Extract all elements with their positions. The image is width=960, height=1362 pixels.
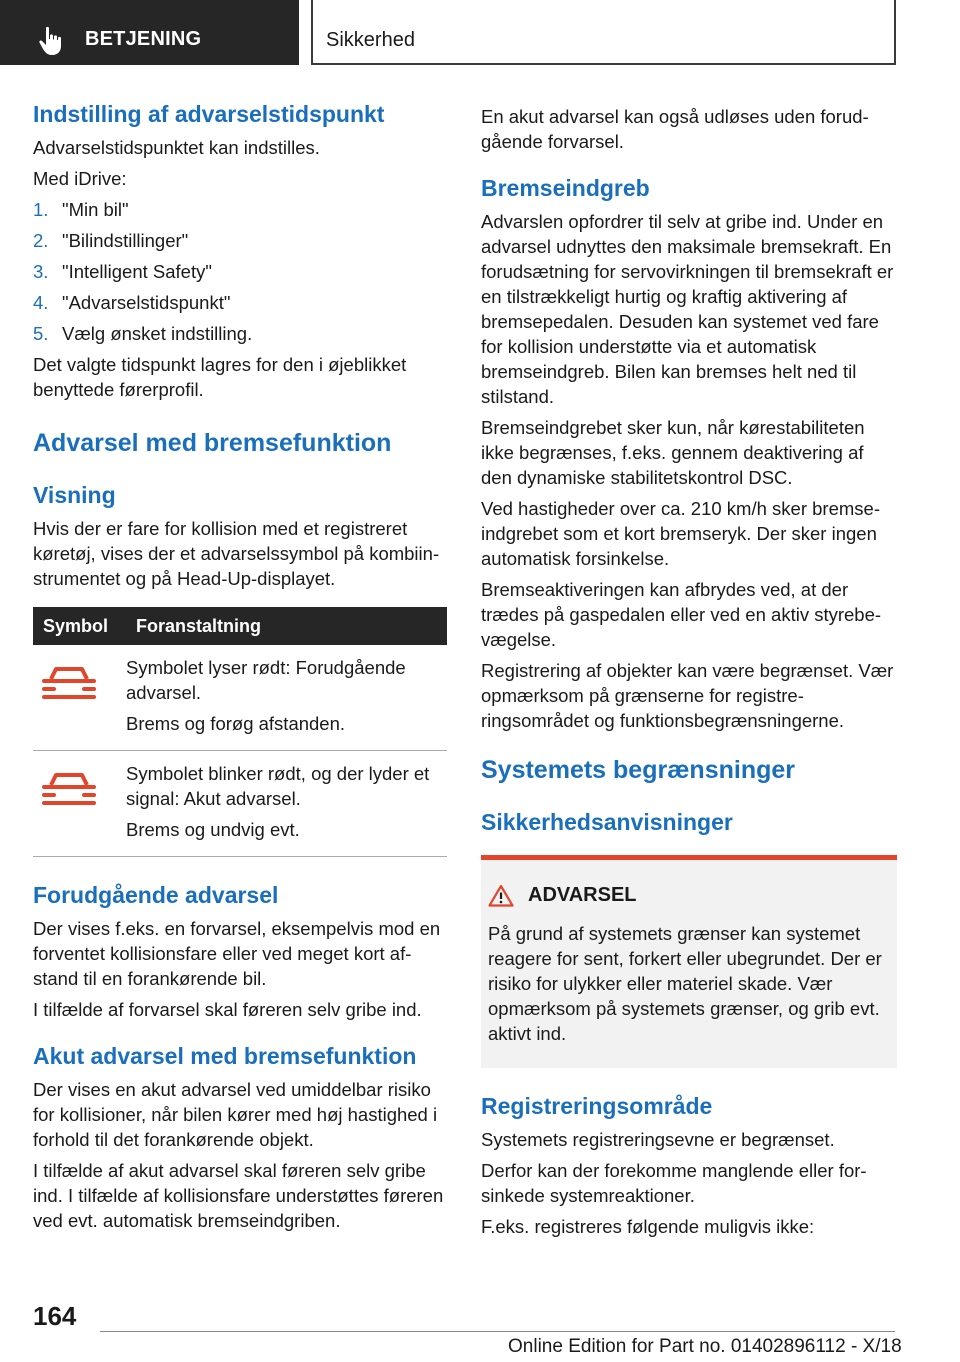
symbol-cell <box>33 751 126 857</box>
heading-brake-warning: Advarsel med bremsefunktion <box>33 429 392 457</box>
right-column <box>481 104 897 1239</box>
paragraph: Systemets registreringsevne er begrænset. <box>481 1129 835 1150</box>
warning-triangle-icon <box>488 884 514 907</box>
action-text: Symbolet lyser rødt: Forudgående advarsel. <box>126 657 406 703</box>
table-header-row <box>33 607 447 645</box>
paragraph: Advarslen opfordrer til selv at gribe ind. Under en advarsel udnyttes den maksimale bremsekraft. En forudsætning for servovirkningen til bremsekraft er en tilstrækkeligt hurtig og kraftig aktivering af bremsepedalen. Desuden kan systemet ved fare for kollision understøtte via et automatisk bremseindgreb. Bilen kan bremses helt ned til stilstand. <box>481 211 894 407</box>
column-header-symbol: Symbol <box>33 607 126 645</box>
paragraph: F.eks. registreres følgende muligvis ikke: <box>481 1216 815 1237</box>
list-item <box>33 321 449 346</box>
paragraph: I tilfælde af forvarsel skal føreren selv gribe ind. <box>33 999 422 1020</box>
list-item <box>33 259 449 284</box>
heading-warning-time: Indstilling af advarselstidspunkt <box>33 101 385 127</box>
page-number: 164 <box>33 1301 77 1331</box>
step-text: Vælg ønsket indstilling. <box>62 323 253 344</box>
header-rule-right <box>894 0 896 65</box>
list-item <box>33 197 449 222</box>
list-item <box>33 228 449 253</box>
header-divider <box>311 0 313 65</box>
paragraph: Bremseaktiveringen kan afbrydes ved, at der trædes på gaspedalen eller ved en aktiv styrebevægelse. <box>481 579 882 650</box>
action-text: Brems og forøg afstanden. <box>126 713 346 734</box>
paragraph: En akut advarsel kan også udløses uden forudgående forvarsel. <box>481 106 869 152</box>
step-number: 5. <box>33 323 49 344</box>
warning-title: ADVARSEL <box>528 884 637 906</box>
list-item <box>33 290 449 315</box>
paragraph: Bremseindgrebet sker kun, når kørestabiliteten ikke begrænses, f.eks. gennem deaktivering af den dynamiske stabilitetskontrol DSC. <box>481 417 865 488</box>
heading-display: Visning <box>33 482 116 508</box>
paragraph: Derfor kan der forekomme manglende eller forsinkede systemreaktioner. <box>481 1160 867 1206</box>
table-row <box>33 751 447 857</box>
warning-header <box>488 884 887 907</box>
paragraph: Ved hastigheder over ca. 210 km/h sker bremseindgrebet som et kort bremseryk. Der sker ingen automatisk forsinkelse. <box>481 498 880 569</box>
paragraph: Advarselstidspunktet kan indstilles. <box>33 137 320 158</box>
paragraph: Registrering af objekter kan være begrænset. Vær opmærksom på grænserne for registreringsområdet og funktionsbegrænsningerne. <box>481 660 894 731</box>
step-number: 2. <box>33 230 49 251</box>
heading-safety-notes: Sikkerhedsanvisninger <box>481 809 733 835</box>
footer-rule <box>100 1331 895 1332</box>
hand-pointer-icon <box>38 26 64 56</box>
car-warning-icon <box>41 663 97 703</box>
step-number: 4. <box>33 292 49 313</box>
heading-system-limits: Systemets begrænsninger <box>481 756 795 784</box>
paragraph: Det valgte tidspunkt lagres for den i øjeblikket benyttede førerprofil. <box>33 354 407 400</box>
section-title: Sikkerhed <box>326 29 415 51</box>
chapter-tab[interactable] <box>0 0 299 65</box>
heading-detection-range: Registreringsområde <box>481 1093 713 1119</box>
action-text: Brems og undvig evt. <box>126 819 300 840</box>
heading-brake-intervention: Bremseindgreb <box>481 175 650 201</box>
paragraph: Hvis der er fare for kollision med et registreret køretøj, vises der et advarselssymbol på kombiinstrumentet og på Head-Up-displayet. <box>33 518 440 589</box>
paragraph: Der vises f.eks. en forvarsel, eksempelvis mod en forventet kollisionsfare eller ved meget kort afstand til en forankørende bil. <box>33 918 441 989</box>
step-text: "Min bil" <box>62 199 129 220</box>
footer-edition: Online Edition for Part no. 01402896112 - X/18 <box>508 1336 902 1357</box>
left-column <box>33 100 449 1233</box>
car-warning-flashing-icon <box>41 769 97 809</box>
header-rule <box>311 63 896 65</box>
symbol-table <box>33 607 447 857</box>
action-cell <box>126 751 447 857</box>
paragraph: Med iDrive: <box>33 168 127 189</box>
step-text: "Advarselstidspunkt" <box>62 292 231 313</box>
heading-acute-warning: Akut advarsel med bremsefunktion <box>33 1043 417 1069</box>
heading-pre-warning: Forudgående advarsel <box>33 882 279 908</box>
step-text: "Bilindstillinger" <box>62 230 189 251</box>
step-number: 1. <box>33 199 49 220</box>
symbol-cell <box>33 645 126 751</box>
step-number: 3. <box>33 261 49 282</box>
idrive-steps-list <box>33 197 449 346</box>
warning-text: På grund af systemets grænser kan systemet reagere for sent, forkert eller ubegrundet. Der er risiko for ulykker eller materiel skade. Vær opmærksom på systemets grænser, og grib evt. aktivt ind. <box>488 923 882 1044</box>
action-cell <box>126 645 447 751</box>
paragraph: I tilfælde af akut advarsel skal føreren selv gribe ind. I tilfælde af kollisionsfare understøttes føreren ved evt. automatisk bremseindgriben. <box>33 1160 444 1231</box>
warning-box <box>481 855 897 1068</box>
paragraph: Der vises en akut advarsel ved umiddelbar risiko for kollisioner, når bilen kører med høj hastighed i forhold til det forankørende objekt. <box>33 1079 438 1150</box>
step-text: "Intelligent Safety" <box>62 261 212 282</box>
column-header-action: Foranstaltning <box>126 607 447 645</box>
chapter-tab-label: BETJENING <box>85 28 202 50</box>
table-row <box>33 645 447 751</box>
action-text: Symbolet blinker rødt, og der lyder et signal: Akut advarsel. <box>126 763 430 809</box>
